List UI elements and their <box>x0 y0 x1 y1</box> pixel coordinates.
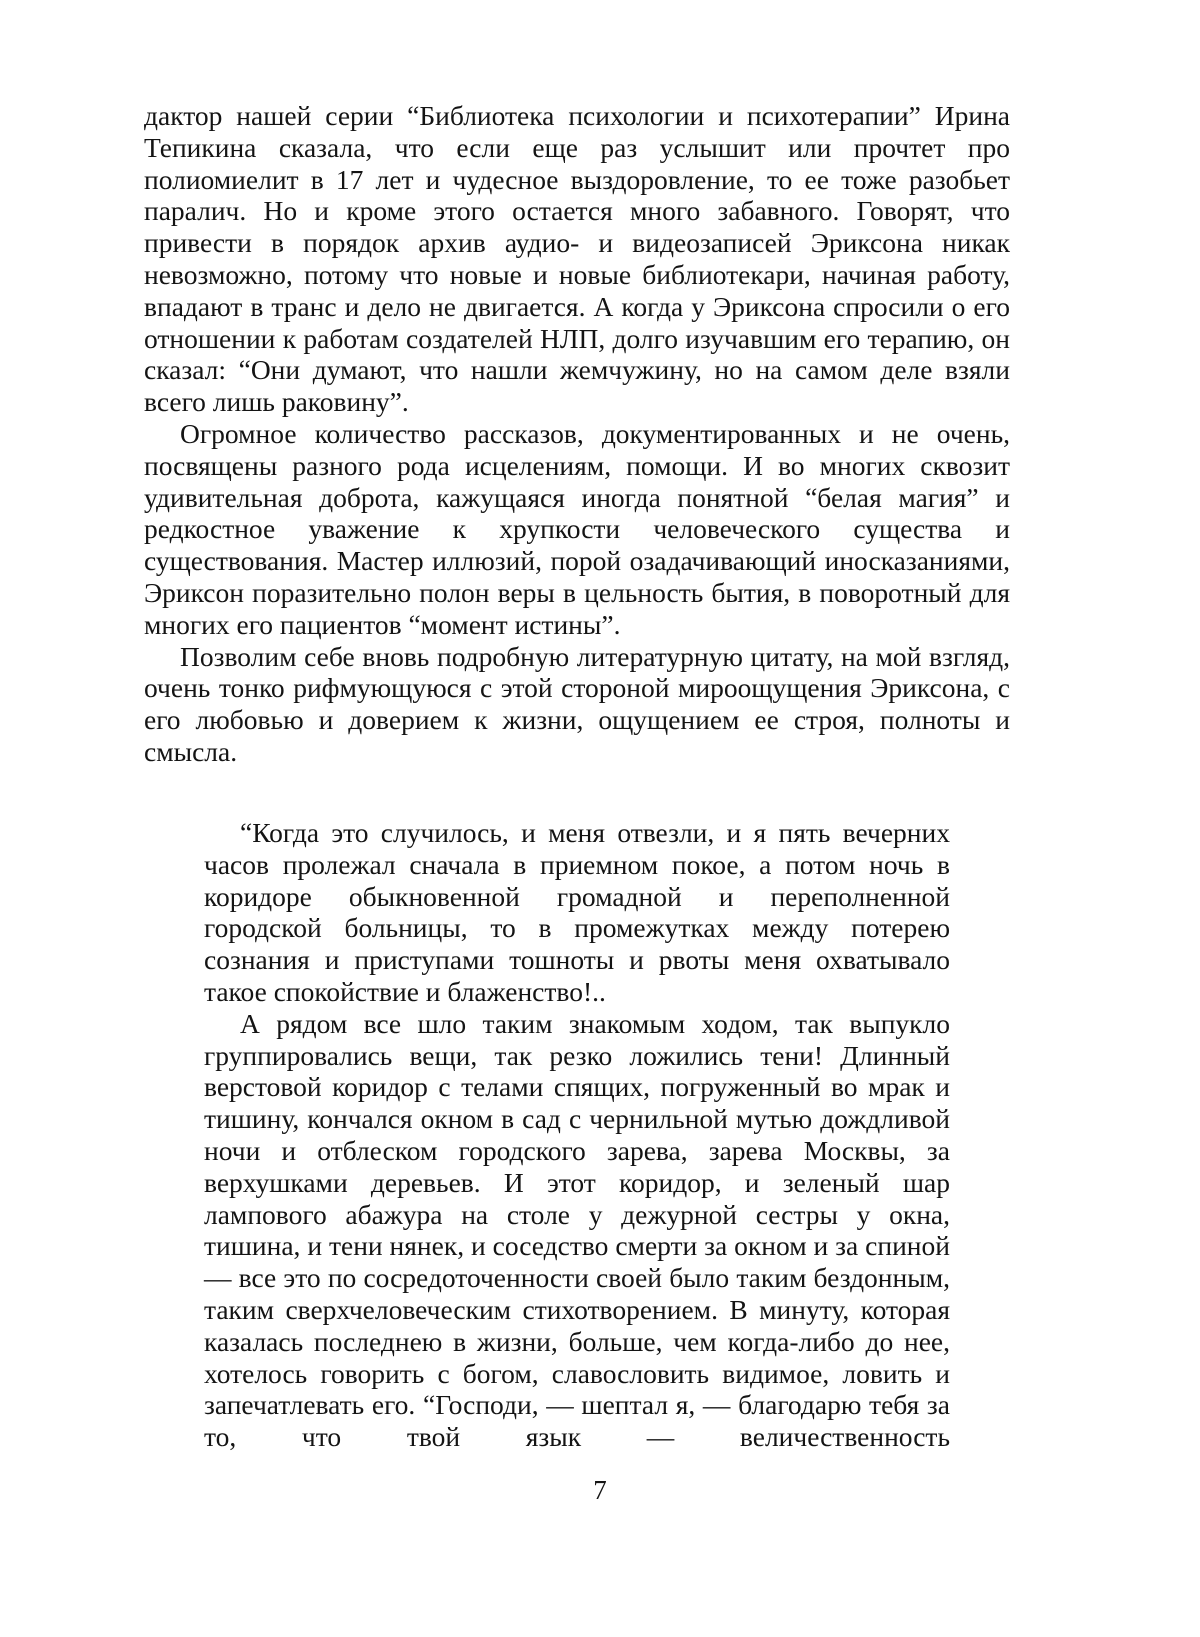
page-number: 7 <box>593 1475 607 1505</box>
paragraph-quote-intro: Позволим себе вновь подробную литературную цитату, на мой взгляд, очень тонко рифмующуюся с этой стороной мироощущения Эриксона, с его любовью и доверием к жизни, ощущением ее строя, полноты и смысла. <box>144 640 1010 767</box>
block-quote <box>204 817 950 1453</box>
quote-paragraph-2: А рядом все шло таким знакомым ходом, так выпукло группировались вещи, так резко ложились тени! Длинный верстовой коридор с телами спящих, погруженный во мрак и тишину, кончался окном в сад с чернильной мутью дождливой ночи и отблеском городского зарева, зарева Москвы, за верхушками деревьев. И этот коридор, и зеленый шар лампового абажура на столе у дежурной сестры у окна, тишина, и тени нянек, и соседство смерти за окном и за спиной — все это по сосредоточенности своей было таким бездонным, таким сверхчеловеческим стихотворением. В минуту, которая казалась последнею в жизни, больше, чем когда-либо до нее, хотелось говорить с богом, славословить видимое, ловить и запечатлевать его. “Господи, — шептал я, — благодарю тебя за то, что твой язык — величественность <box>204 1007 950 1453</box>
paragraph-stories: Огромное количество рассказов, документированных и не очень, посвящены разного рода исцелениям, помощи. И во многих сквозит удивительная доброта, кажущаяся иногда понятной “белая магия” и редкостное уважение к хрупкости человеческого существа и существования. Мастер иллюзий, порой озадачивающий иносказаниями, Эриксон поразительно полон веры в цельность бытия, в поворотный для многих его пациентов “момент истины”. <box>144 417 1010 640</box>
main-text-block <box>144 100 1010 768</box>
paragraph-continued: дактор нашей серии “Библиотека психологии и психотерапии” Ирина Тепикина сказала, что если еще раз услышит или прочтет про полиомиелит в 17 лет и чудесное выздоровление, то ее тоже разобьет паралич. Но и кроме этого остается много забавного. Говорят, что привести в порядок архив аудио- и видеозаписей Эриксона никак невозможно, потому что новые и новые библиотекари, начиная работу, впадают в транс и дело не двигается. А когда у Эриксона спросили о его отношении к работам создателей НЛП, долго изучавшим его терапию, он сказал: “Они думают, что нашли жемчужину, но на самом деле взяли всего лишь раковину”. <box>144 100 1010 418</box>
quote-paragraph-1: “Когда это случилось, и меня отвезли, и я пять вечерних часов пролежал сначала в приемном покое, а потом ночь в коридоре обыкновенной громадной и переполненной городской больницы, то в промежутках между потерею сознания и приступами тошноты и рвоты меня охватывало такое спокойствие и блаженство!.. <box>204 817 950 1007</box>
